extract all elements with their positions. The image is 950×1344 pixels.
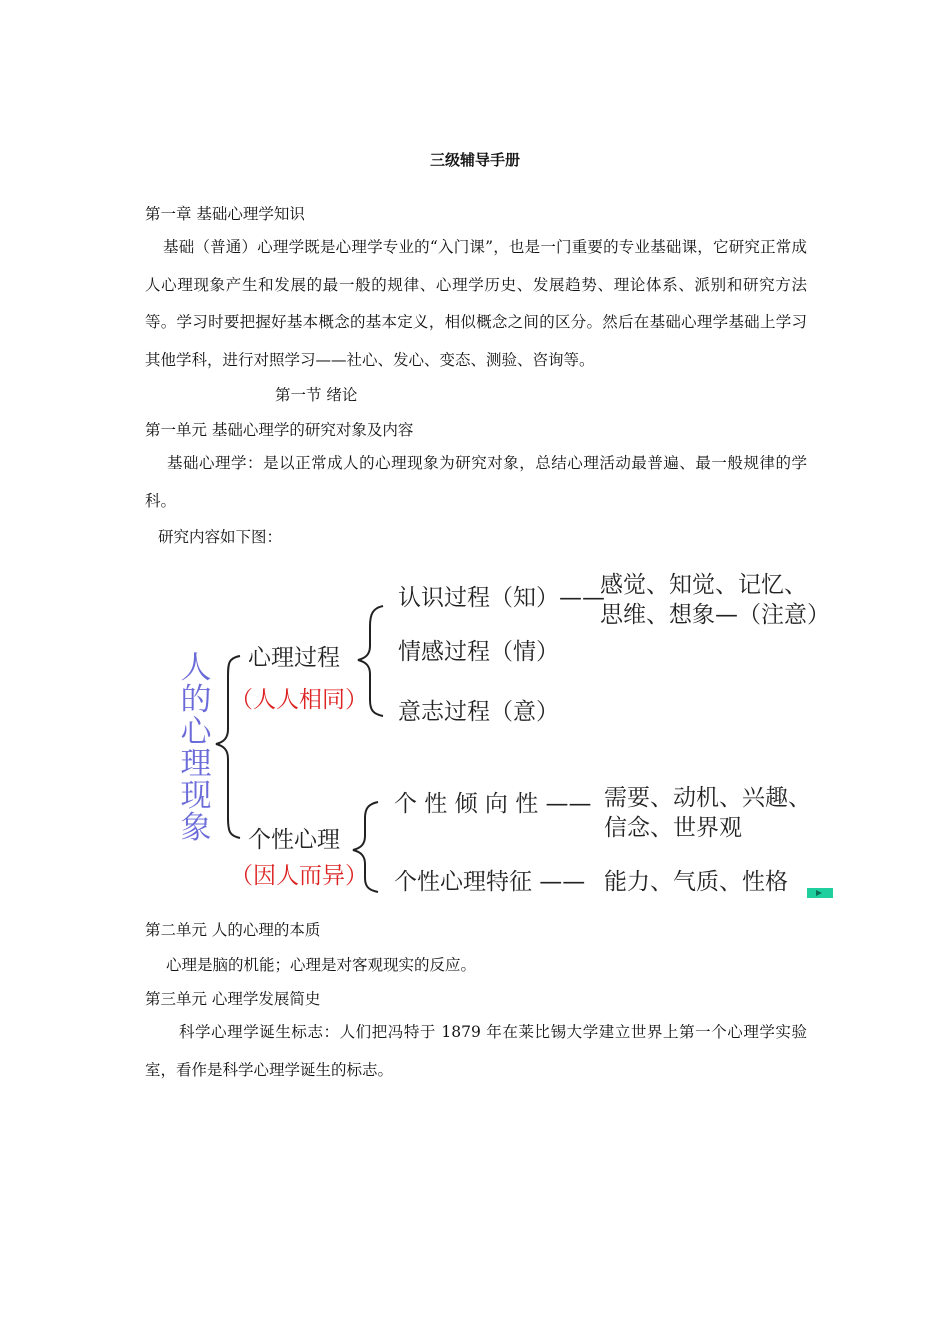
cognition-process: 认识过程（知）—— <box>398 585 605 611</box>
process-label: 心理过程 <box>248 645 340 671</box>
process-note: （人人相同） <box>230 687 368 713</box>
document-title: 三级辅导手册 <box>429 151 520 169</box>
unit1-heading: 第一单元 基础心理学的研究对象及内容 <box>145 421 414 439</box>
personality-tendency: 个 性 倾 向 性 —— <box>394 791 592 817</box>
unit2-heading: 第二单元 人的心理的本质 <box>145 921 321 939</box>
will-process: 意志过程（意） <box>398 699 559 725</box>
psychology-diagram <box>170 566 850 906</box>
unit2-text: 心理是脑的机能；心理是对客观现实的反应。 <box>166 956 477 974</box>
play-icon[interactable] <box>807 888 833 898</box>
emotion-process: 情感过程（情） <box>398 639 559 665</box>
section-heading: 第一节 绪论 <box>275 386 358 404</box>
tendency-detail-2: 信念、世界观 <box>604 815 742 841</box>
root-brace <box>216 656 240 838</box>
root-label: 人 的 心 理 现 象 <box>180 650 212 846</box>
cognition-detail-2: 思维、想象—（注意） <box>600 602 830 628</box>
personality-note: （因人而异） <box>230 863 368 889</box>
cognition-detail-1: 感觉、知觉、记忆、 <box>600 572 807 598</box>
diagram-intro: 研究内容如下图： <box>158 528 283 546</box>
chapter-heading: 第一章 基础心理学知识 <box>145 205 305 223</box>
unit1-definition: 基础心理学：是以正常成人的心理现象为研究对象，总结心理活动最普遍、最一般规律的学科。 <box>145 454 807 510</box>
personality-label: 个性心理 <box>248 827 340 853</box>
intro-paragraph: 基础（普通）心理学既是心理学专业的“入门课”，也是一门重要的专业基础课，它研究正常成人心理现象产生和发展的最一般的规律、心理学历史、发展趋势、理论体系、派别和研究方法等。学习时要把握好基本概念的基本定义，相似概念之间的区分。然后在基础心理学基础上学习其他学科，进行对照学习——社心、发心、变态、测验、咨询等。 <box>145 238 807 369</box>
traits-detail: 能力、气质、性格 <box>604 869 788 895</box>
personality-traits: 个性心理特征 —— <box>394 869 586 895</box>
unit3-heading: 第三单元 心理学发展简史 <box>145 990 321 1008</box>
unit3-text: 科学心理学诞生标志：人们把冯特于 1879 年在莱比锡大学建立世界上第一个心理学实验室，看作是科学心理学诞生的标志。 <box>145 1023 807 1079</box>
tendency-detail-1: 需要、动机、兴趣、 <box>604 785 811 811</box>
